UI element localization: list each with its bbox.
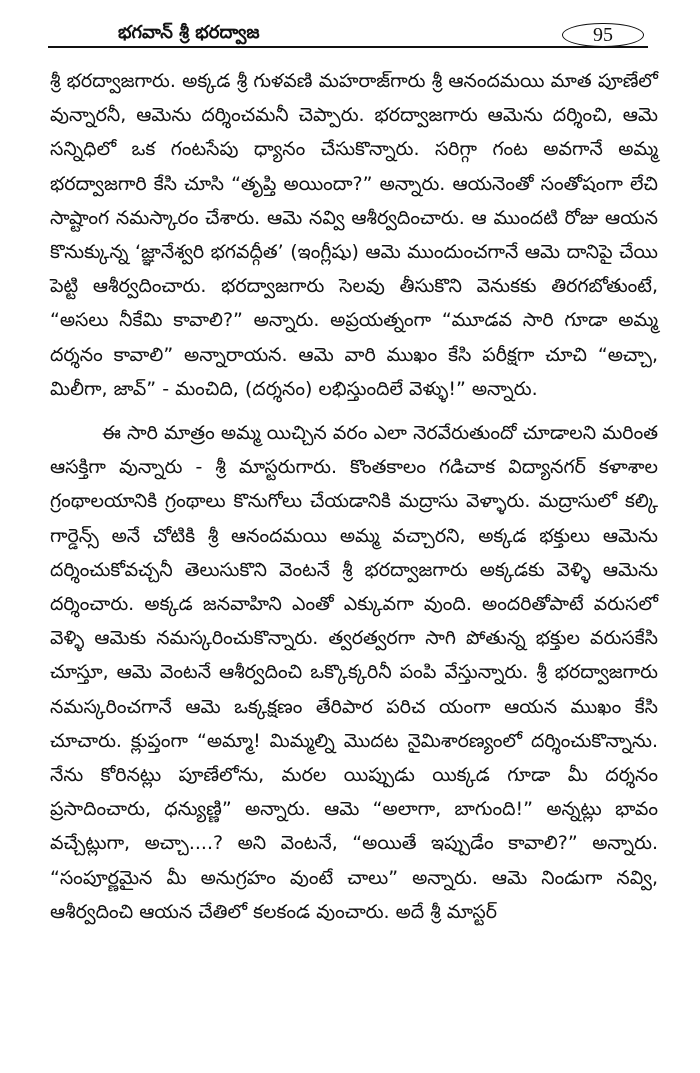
page-body (50, 64, 658, 929)
header-rule (48, 46, 648, 48)
page-number: 95 (562, 23, 644, 47)
paragraph: ఈ సారి మాత్రం అమ్మ యిచ్చిన వరం ఎలా నెరవేరుతుందో చూడాలని మరింత ఆసక్తిగా వున్నారు - శ్రీ మాస్టరుగారు. కొంతకాలం గడిచాక విద్యానగర్ కళాశాల గ్రంథాలయానికి గ్రంథాలు కొనుగోలు చేయడానికి మద్రాసు వెళ్ళారు. మద్రాసులో కల్కి గార్డెన్స్ అనే చోటికి శ్రీ ఆనందమయి అమ్మ వచ్చారని, అక్కడ భక్తులు ఆమెను దర్శించుకోవచ్చనీ తెలుసుకొని వెంటనే శ్రీ భరద్వాజగారు అక్కడకు వెళ్ళి ఆమెను దర్శించారు. అక్కడ జనవాహిని ఎంతో ఎక్కువగా వుంది. అందరితోపాటే వరుసలో వెళ్ళి ఆమెకు నమస్కరించుకొన్నారు. త్వరత్వరగా సాగి పోతున్న భక్తుల వరుసకేసి చూస్తూ, ఆమె వెంటనే ఆశీర్వదించి ఒక్కొక్కరినీ పంపి వేస్తున్నారు. శ్రీ భరద్వాజగారు నమస్కరించగానే ఆమె ఒక్కక్షణం తేరిపార పరిచ యంగా ఆయన ముఖం కేసి చూచారు. క్లుప్తంగా “అమ్మా! మిమ్మల్ని మొదట నైమిశారణ్యంలో దర్శించుకొన్నాను. నేను కోరినట్లు పూణేలోను, మరల యిప్పుడు యిక్కడ గూడా మీ దర్శనం ప్రసాదించారు, ధన్యుణ్ణి” అన్నారు. ఆమె “అలాగా, బాగుంది!” అన్నట్లు భావం వచ్చేట్లుగా, అచ్చా....? అని వెంటనే, “అయితే ఇప్పుడేం కావాలి?” అన్నారు. “సంపూర్ణమైన మీ అనుగ్రహం వుంటే చాలు” అన్నారు. ఆమె నిండుగా నవ్వి, ఆశీర్వదించి ఆయన చేతిలో కలకండ వుంచారు. అదే శ్రీ మాస్టర్ (50, 422, 658, 923)
running-header (48, 22, 648, 52)
paragraph: శ్రీ భరద్వాజగారు. అక్కడ శ్రీ గుళవణి మహరాజ్‌గారు శ్రీ ఆనందమయి మాత పూణేలో వున్నారనీ, ఆమెను దర్శించమనీ చెప్పారు. భరద్వాజగారు ఆమెను దర్శించి, ఆమె సన్నిధిలో ఒక గంటసేపు ధ్యానం చేసుకొన్నారు. సరిగ్గా గంట అవగానే అమ్మ భరద్వాజగారి కేసి చూసి “తృప్తి అయిందా?” అన్నారు. ఆయనెంతో సంతోషంగా లేచి సాష్టాంగ నమస్కారం చేశారు. ఆమె నవ్వి ఆశీర్వదించారు. ఆ ముందటి రోజు ఆయన కొనుక్కున్న ‘జ్ఞానేశ్వరి భగవద్గీత’ (ఇంగ్లీషు) ఆమె ముందుంచగానే ఆమె దానిపై చేయి పెట్టి ఆశీర్వదించారు. భరద్వాజగారు సెలవు తీసుకొని వెనుకకు తిరగబోతుంటే, “అసలు నీకేమి కావాలి?” అన్నారు. అప్రయత్నంగా “మూడవ సారి గూడా అమ్మ దర్శనం కావాలి” అన్నారాయన. ఆమె వారి ముఖం కేసి పరీక్షగా చూచి “అచ్చా, మిలీగా, జావ్” - మంచిది, (దర్శనం) లభిస్తుందిలే వెళ్ళు!” అన్నారు. (50, 70, 658, 400)
running-title: భగవాన్ శ్రీ భరద్వాజ (118, 22, 260, 43)
